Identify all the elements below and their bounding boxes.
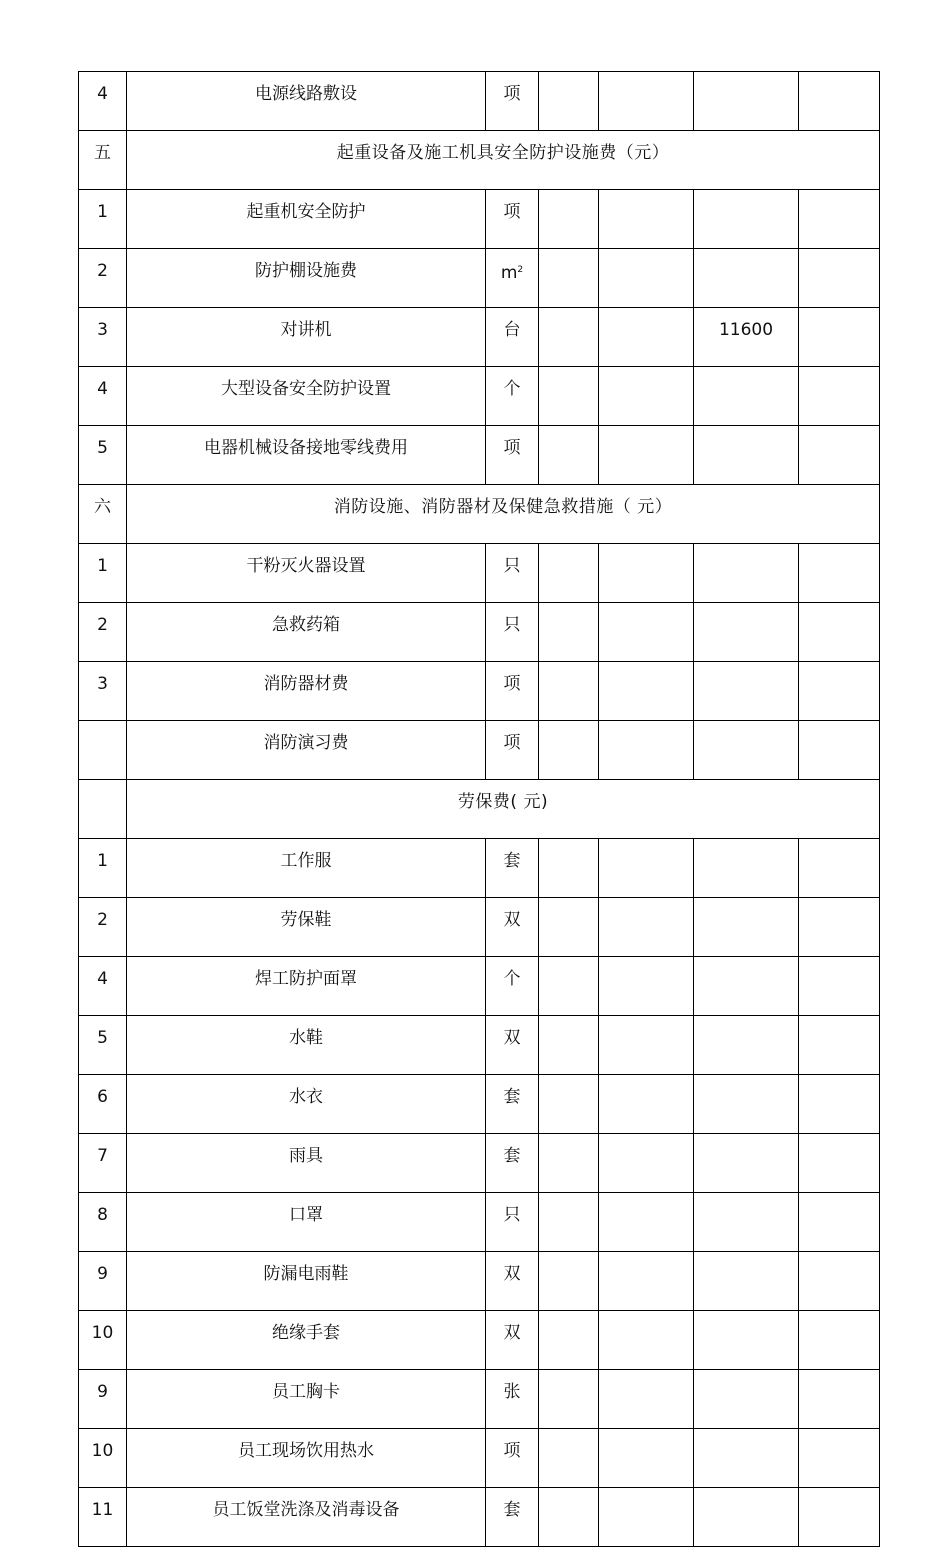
cell-col3 — [539, 1488, 599, 1547]
item-unit: 套 — [486, 1134, 539, 1193]
item-unit: 套 — [486, 1075, 539, 1134]
cell-col3 — [539, 1193, 599, 1252]
item-number: 9 — [79, 1252, 127, 1311]
unit-superscript: 2 — [517, 264, 524, 275]
item-name: 干粉灭火器设置 — [127, 544, 486, 603]
item-name: 大型设备安全防护设置 — [127, 367, 486, 426]
cell-col6 — [799, 544, 880, 603]
item-number: 2 — [79, 898, 127, 957]
cell-col5 — [694, 721, 799, 780]
item-name: 水衣 — [127, 1075, 486, 1134]
table-row — [79, 1252, 880, 1311]
cell-col4 — [599, 1252, 694, 1311]
table-row — [79, 426, 880, 485]
cell-col6 — [799, 1016, 880, 1075]
item-name: 急救药箱 — [127, 603, 486, 662]
cell-col4 — [599, 190, 694, 249]
cell-col5 — [694, 1016, 799, 1075]
item-number: 2 — [79, 603, 127, 662]
section-title: 消防设施、消防器材及保健急救措施（ 元） — [127, 485, 880, 544]
cell-col5 — [694, 898, 799, 957]
item-name: 员工现场饮用热水 — [127, 1429, 486, 1488]
item-name: 劳保鞋 — [127, 898, 486, 957]
item-number: 3 — [79, 308, 127, 367]
item-unit: 项 — [486, 72, 539, 131]
item-unit: 双 — [486, 1016, 539, 1075]
table-row — [79, 1370, 880, 1429]
cell-col4 — [599, 1488, 694, 1547]
item-name: 起重机安全防护 — [127, 190, 486, 249]
cell-col5 — [694, 367, 799, 426]
unit-base: m — [500, 262, 518, 283]
item-unit: 套 — [486, 1488, 539, 1547]
cell-col3 — [539, 1429, 599, 1488]
cell-col6 — [799, 898, 880, 957]
cell-col6 — [799, 1075, 880, 1134]
cell-col3 — [539, 898, 599, 957]
cell-col3 — [539, 957, 599, 1016]
table-row — [79, 721, 880, 780]
table-row — [79, 898, 880, 957]
item-number: 7 — [79, 1134, 127, 1193]
cell-col6 — [799, 190, 880, 249]
table-row — [79, 1075, 880, 1134]
cell-col5 — [694, 1488, 799, 1547]
cell-col5 — [694, 957, 799, 1016]
item-unit: 双 — [486, 1252, 539, 1311]
item-unit: 双 — [486, 898, 539, 957]
cell-col5 — [694, 72, 799, 131]
cell-col6 — [799, 839, 880, 898]
cell-col5 — [694, 1429, 799, 1488]
table-row — [79, 662, 880, 721]
cell-col4 — [599, 1429, 694, 1488]
item-unit: 张 — [486, 1370, 539, 1429]
cell-col3 — [539, 1311, 599, 1370]
item-number: 1 — [79, 544, 127, 603]
cell-col5 — [694, 1134, 799, 1193]
item-name: 雨具 — [127, 1134, 486, 1193]
cell-col5 — [694, 1311, 799, 1370]
table-row — [79, 308, 880, 367]
cell-col6 — [799, 72, 880, 131]
cell-col5 — [694, 1370, 799, 1429]
cell-col4 — [599, 249, 694, 308]
item-name: 口罩 — [127, 1193, 486, 1252]
cell-col4 — [599, 603, 694, 662]
cell-col3 — [539, 721, 599, 780]
table-body — [79, 72, 880, 1547]
item-unit: 双 — [486, 1311, 539, 1370]
cell-col4 — [599, 721, 694, 780]
section-header-row — [79, 131, 880, 190]
table-row — [79, 249, 880, 308]
cell-col5 — [694, 1252, 799, 1311]
item-unit: 个 — [486, 957, 539, 1016]
section-header-row — [79, 780, 880, 839]
cell-col6 — [799, 1488, 880, 1547]
cell-col4 — [599, 544, 694, 603]
cell-col3 — [539, 190, 599, 249]
item-number: 4 — [79, 72, 127, 131]
section-number: 六 — [79, 485, 127, 544]
item-unit: 个 — [486, 367, 539, 426]
section-title: 起重设备及施工机具安全防护设施费（元） — [127, 131, 880, 190]
table-row — [79, 1311, 880, 1370]
cell-col4 — [599, 308, 694, 367]
cell-col5 — [694, 544, 799, 603]
item-name: 水鞋 — [127, 1016, 486, 1075]
item-number: 2 — [79, 249, 127, 308]
cell-col4 — [599, 1075, 694, 1134]
cell-col6 — [799, 1370, 880, 1429]
item-unit — [486, 249, 539, 308]
cell-col6 — [799, 1429, 880, 1488]
cell-col6 — [799, 1134, 880, 1193]
item-number: 4 — [79, 957, 127, 1016]
item-unit: 台 — [486, 308, 539, 367]
item-name: 员工胸卡 — [127, 1370, 486, 1429]
cell-col3 — [539, 72, 599, 131]
section-number — [79, 780, 127, 839]
item-number: 1 — [79, 839, 127, 898]
cell-col3 — [539, 544, 599, 603]
cell-col6 — [799, 603, 880, 662]
cell-col3 — [539, 839, 599, 898]
section-title: 劳保费( 元) — [127, 780, 880, 839]
cell-col5 — [694, 603, 799, 662]
item-number: 5 — [79, 426, 127, 485]
cell-col4 — [599, 839, 694, 898]
cell-col3 — [539, 1252, 599, 1311]
cell-col3 — [539, 1134, 599, 1193]
item-unit: 项 — [486, 662, 539, 721]
table-row — [79, 1134, 880, 1193]
table-row — [79, 1429, 880, 1488]
cell-col6 — [799, 426, 880, 485]
cell-col3 — [539, 1370, 599, 1429]
cell-col4 — [599, 367, 694, 426]
cell-col4 — [599, 72, 694, 131]
item-name: 员工饭堂洗涤及消毒设备 — [127, 1488, 486, 1547]
table-row — [79, 367, 880, 426]
item-name: 消防器材费 — [127, 662, 486, 721]
cell-col6 — [799, 957, 880, 1016]
cell-col5 — [694, 190, 799, 249]
cell-col4 — [599, 1370, 694, 1429]
table-row — [79, 72, 880, 131]
cell-col3 — [539, 426, 599, 485]
cell-col4 — [599, 1193, 694, 1252]
cell-col4 — [599, 1016, 694, 1075]
item-name: 焊工防护面罩 — [127, 957, 486, 1016]
cell-col3 — [539, 1075, 599, 1134]
cell-col4 — [599, 957, 694, 1016]
cell-col6 — [799, 662, 880, 721]
item-number: 6 — [79, 1075, 127, 1134]
cell-col3 — [539, 367, 599, 426]
table-row — [79, 1488, 880, 1547]
cell-col4 — [599, 426, 694, 485]
cell-col3 — [539, 603, 599, 662]
cell-col4 — [599, 662, 694, 721]
item-number: 5 — [79, 1016, 127, 1075]
item-number: 10 — [79, 1311, 127, 1370]
item-number: 11 — [79, 1488, 127, 1547]
table-row — [79, 957, 880, 1016]
table-row — [79, 190, 880, 249]
item-name: 电器机械设备接地零线费用 — [127, 426, 486, 485]
item-number: 1 — [79, 190, 127, 249]
item-unit: 项 — [486, 426, 539, 485]
item-name: 工作服 — [127, 839, 486, 898]
cell-col6 — [799, 249, 880, 308]
section-header-row — [79, 485, 880, 544]
section-number: 五 — [79, 131, 127, 190]
cell-col6 — [799, 1193, 880, 1252]
cell-col3 — [539, 1016, 599, 1075]
cell-col6 — [799, 308, 880, 367]
cell-col5 — [694, 839, 799, 898]
cell-col5 — [694, 1075, 799, 1134]
cost-table — [78, 71, 880, 1547]
cell-col5 — [694, 249, 799, 308]
item-number: 4 — [79, 367, 127, 426]
table-row — [79, 839, 880, 898]
cell-col5 — [694, 1193, 799, 1252]
table-row — [79, 544, 880, 603]
cell-col5 — [694, 426, 799, 485]
item-unit: 项 — [486, 1429, 539, 1488]
cell-col5 — [694, 662, 799, 721]
item-unit: 只 — [486, 1193, 539, 1252]
item-number: 10 — [79, 1429, 127, 1488]
item-unit: 只 — [486, 544, 539, 603]
item-unit: 项 — [486, 190, 539, 249]
item-number — [79, 721, 127, 780]
cell-col5: 11600 — [694, 308, 799, 367]
item-name: 防漏电雨鞋 — [127, 1252, 486, 1311]
cell-col3 — [539, 249, 599, 308]
item-name: 消防演习费 — [127, 721, 486, 780]
table-row — [79, 1193, 880, 1252]
cell-col4 — [599, 1134, 694, 1193]
cell-col3 — [539, 662, 599, 721]
cell-col6 — [799, 1252, 880, 1311]
cell-col6 — [799, 367, 880, 426]
item-number: 9 — [79, 1370, 127, 1429]
item-unit: 只 — [486, 603, 539, 662]
cell-col4 — [599, 898, 694, 957]
table-row — [79, 603, 880, 662]
table-row — [79, 1016, 880, 1075]
cell-col3 — [539, 308, 599, 367]
cell-col4 — [599, 1311, 694, 1370]
cell-col6 — [799, 1311, 880, 1370]
item-unit: 套 — [486, 839, 539, 898]
item-name: 绝缘手套 — [127, 1311, 486, 1370]
item-name: 防护棚设施费 — [127, 249, 486, 308]
item-number: 3 — [79, 662, 127, 721]
item-name: 对讲机 — [127, 308, 486, 367]
item-unit: 项 — [486, 721, 539, 780]
item-number: 8 — [79, 1193, 127, 1252]
item-name: 电源线路敷设 — [127, 72, 486, 131]
cell-col6 — [799, 721, 880, 780]
